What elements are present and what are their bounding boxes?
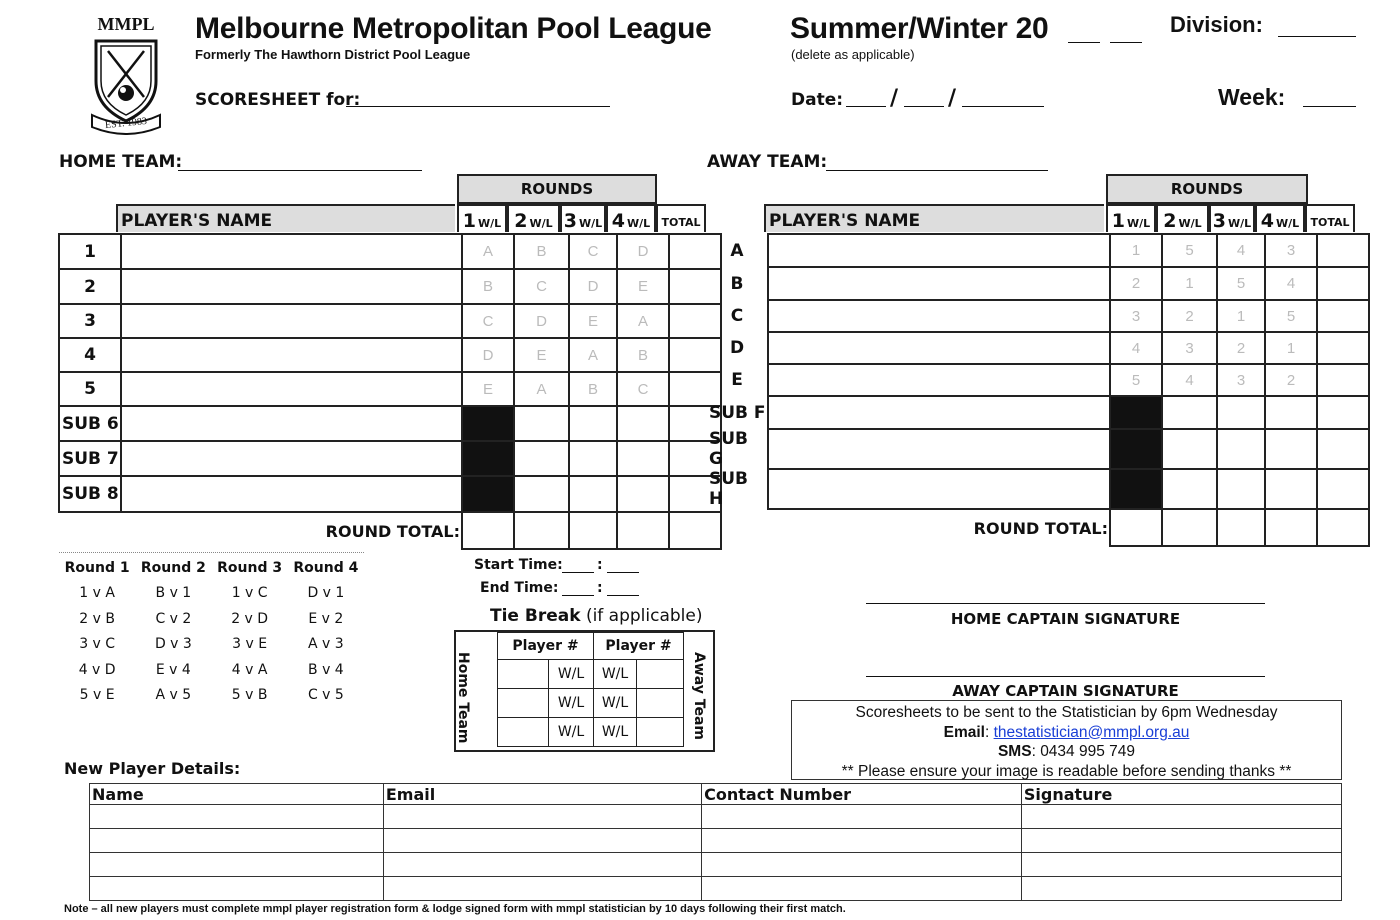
new-player-row bbox=[90, 805, 1342, 829]
score-cell[interactable]: D bbox=[617, 234, 669, 269]
player-row bbox=[59, 441, 721, 476]
division-label: Division: bbox=[1170, 12, 1263, 37]
blocked-cell bbox=[1110, 469, 1162, 509]
wl-label: W/L bbox=[478, 217, 502, 230]
score-cell[interactable]: 1 bbox=[1162, 267, 1217, 300]
schedule-match: 4 v A bbox=[231, 661, 268, 678]
wl-label: W/L bbox=[1228, 217, 1252, 230]
wl-label: W/L bbox=[627, 217, 651, 230]
blocked-cell bbox=[1110, 429, 1162, 469]
round-total-row bbox=[59, 512, 721, 549]
away-player-number-cell[interactable] bbox=[637, 660, 684, 689]
score-cell[interactable]: C bbox=[569, 234, 617, 269]
league-subtitle: Formerly The Hawthorn District Pool League bbox=[195, 47, 471, 62]
score-cell[interactable]: 5 bbox=[1265, 300, 1317, 332]
season-year-line-1[interactable] bbox=[1068, 42, 1100, 43]
player-name-cell[interactable] bbox=[768, 429, 1110, 469]
round-number: 2 bbox=[514, 210, 528, 232]
schedule-match: 5 v E bbox=[79, 687, 115, 704]
score-cell[interactable]: B bbox=[462, 269, 514, 304]
wl-label: W/L bbox=[1127, 217, 1151, 230]
blocked-cell bbox=[462, 406, 514, 441]
schedule-match: B v 4 bbox=[308, 661, 344, 678]
statistician-email-link[interactable]: thestatistician@mmpl.org.au bbox=[993, 723, 1190, 741]
total-cell[interactable] bbox=[1317, 267, 1369, 300]
row-label: 1 bbox=[59, 234, 121, 269]
score-cell[interactable] bbox=[617, 406, 669, 441]
score-cell[interactable]: 4 bbox=[1217, 234, 1265, 267]
away-player-number-header: Player # bbox=[594, 633, 684, 660]
score-cell[interactable]: 1 bbox=[1265, 332, 1317, 364]
wl-label: W/L bbox=[1276, 217, 1300, 230]
new-player-cell[interactable] bbox=[1021, 805, 1341, 829]
date-day-field[interactable] bbox=[846, 106, 886, 107]
away-wl-cell[interactable]: W/L bbox=[594, 718, 637, 747]
total-cell[interactable] bbox=[1317, 234, 1369, 267]
score-cell[interactable] bbox=[569, 441, 617, 476]
player-name-cell[interactable] bbox=[768, 234, 1110, 267]
score-cell[interactable]: D bbox=[514, 304, 569, 338]
schedule-header: Round 1 bbox=[64, 559, 130, 576]
player-name-cell[interactable] bbox=[121, 441, 462, 476]
score-cell[interactable] bbox=[1217, 469, 1265, 509]
round-header-1 bbox=[457, 204, 507, 232]
score-cell[interactable] bbox=[617, 476, 669, 512]
row-label: B bbox=[707, 267, 768, 300]
end-time-sep: : bbox=[597, 580, 603, 596]
home-player-number-header: Player # bbox=[498, 633, 594, 660]
round-total-cell[interactable] bbox=[569, 512, 617, 549]
score-cell[interactable] bbox=[1162, 469, 1217, 509]
start-time-min-field[interactable] bbox=[607, 572, 639, 573]
away-captain-signature-line[interactable] bbox=[866, 676, 1265, 677]
score-cell[interactable]: A bbox=[462, 234, 514, 269]
end-time-hour-field[interactable] bbox=[562, 595, 594, 596]
score-cell[interactable]: 2 bbox=[1162, 300, 1217, 332]
footer-note: Note – all new players must complete mmpl player registration form & lodge signed form with mmpl statistician by 10 days following their first match. bbox=[64, 903, 846, 915]
new-player-row bbox=[90, 877, 1342, 901]
tie-break-home-label: Home Team bbox=[455, 652, 471, 744]
player-row bbox=[59, 304, 721, 338]
new-player-column-header: Email bbox=[383, 784, 701, 805]
round-header-2 bbox=[1156, 204, 1209, 232]
logo-est: EST. 1983 bbox=[104, 115, 148, 132]
league-logo bbox=[86, 14, 166, 132]
player-row bbox=[707, 429, 1369, 469]
player-row bbox=[707, 332, 1369, 364]
score-cell[interactable] bbox=[1162, 396, 1217, 429]
email-label: Email bbox=[943, 723, 985, 741]
score-cell[interactable]: E bbox=[569, 304, 617, 338]
round-header-2 bbox=[507, 204, 560, 232]
score-cell[interactable]: 5 bbox=[1217, 267, 1265, 300]
player-name-cell[interactable] bbox=[121, 338, 462, 372]
score-cell[interactable] bbox=[514, 441, 569, 476]
round-number: 1 bbox=[462, 210, 477, 232]
week-label: Week: bbox=[1218, 84, 1286, 110]
score-cell[interactable]: B bbox=[617, 338, 669, 372]
score-cell[interactable]: E bbox=[514, 338, 569, 372]
score-cell[interactable]: 2 bbox=[1217, 332, 1265, 364]
round-number: 3 bbox=[1212, 210, 1227, 232]
home-wl-cell[interactable]: W/L bbox=[549, 689, 594, 718]
total-cell[interactable] bbox=[1317, 364, 1369, 396]
notice-sms: SMS: 0434 995 749 bbox=[997, 743, 1136, 760]
new-player-title: New Player Details: bbox=[64, 759, 241, 778]
schedule-row bbox=[59, 657, 364, 683]
season-label: Summer/Winter 20 bbox=[790, 12, 1049, 45]
player-name-cell[interactable] bbox=[121, 269, 462, 304]
score-cell[interactable]: A bbox=[514, 372, 569, 406]
player-row bbox=[707, 267, 1369, 300]
round-total-label: ROUND TOTAL: bbox=[973, 518, 1108, 538]
round-total-cell[interactable] bbox=[1265, 509, 1317, 546]
schedule-row bbox=[59, 581, 364, 607]
score-cell[interactable]: 4 bbox=[1110, 332, 1162, 364]
new-player-cell[interactable] bbox=[702, 805, 1022, 829]
home-wl-cell[interactable]: W/L bbox=[549, 718, 594, 747]
score-cell[interactable] bbox=[1265, 429, 1317, 469]
score-cell[interactable]: C bbox=[514, 269, 569, 304]
round-number: 4 bbox=[611, 210, 626, 232]
new-player-row bbox=[90, 853, 1342, 877]
away-captain-signature-label: AWAY CAPTAIN SIGNATURE bbox=[952, 682, 1179, 700]
wl-label: W/L bbox=[579, 217, 603, 230]
home-player-number-cell[interactable] bbox=[498, 718, 549, 747]
new-player-cell[interactable] bbox=[90, 853, 384, 877]
new-player-cell[interactable] bbox=[90, 877, 384, 901]
blocked-cell bbox=[462, 476, 514, 512]
tie-break-away-label: Away Team bbox=[691, 652, 707, 741]
round-total-cell[interactable] bbox=[1162, 509, 1217, 546]
wl-label: W/L bbox=[529, 217, 553, 230]
score-cell[interactable]: 4 bbox=[1265, 267, 1317, 300]
away-player-number-cell[interactable] bbox=[637, 718, 684, 747]
score-cell[interactable]: 1 bbox=[1217, 300, 1265, 332]
score-cell[interactable] bbox=[1217, 429, 1265, 469]
start-time-label: Start Time: bbox=[474, 557, 563, 573]
schedule-top-rule bbox=[59, 552, 364, 553]
score-cell[interactable]: 3 bbox=[1110, 300, 1162, 332]
scoresheet-for-field[interactable] bbox=[346, 106, 610, 107]
schedule-match: 1 v C bbox=[231, 585, 268, 602]
player-name-cell[interactable] bbox=[121, 476, 462, 512]
tie-break-note: (if applicable) bbox=[585, 606, 703, 626]
schedule-match: 5 v B bbox=[231, 687, 268, 704]
player-row bbox=[59, 372, 721, 406]
away-wl-cell[interactable]: W/L bbox=[594, 660, 637, 689]
row-label: SUB 6 bbox=[59, 406, 121, 441]
away-score-table bbox=[707, 233, 1370, 547]
tie-break-table bbox=[497, 632, 684, 747]
end-time-min-field[interactable] bbox=[607, 595, 639, 596]
schedule-match: E v 4 bbox=[155, 661, 191, 678]
round-total-cell[interactable] bbox=[1110, 509, 1162, 546]
schedule-match: A v 3 bbox=[308, 636, 344, 653]
player-name-cell[interactable] bbox=[121, 406, 462, 441]
sms-number: 0434 995 749 bbox=[1040, 743, 1136, 760]
score-cell[interactable]: 1 bbox=[1110, 234, 1162, 267]
schedule-match: 4 v D bbox=[78, 661, 116, 678]
score-cell[interactable] bbox=[1162, 429, 1217, 469]
start-time-hour-field[interactable] bbox=[562, 572, 594, 573]
schedule-row bbox=[59, 683, 364, 709]
score-cell[interactable]: 3 bbox=[1162, 332, 1217, 364]
round-number: 1 bbox=[1111, 210, 1126, 232]
round-total-cell[interactable] bbox=[617, 512, 669, 549]
row-label: A bbox=[707, 234, 768, 267]
round-number: 3 bbox=[563, 210, 578, 232]
schedule-match: A v 5 bbox=[155, 687, 192, 704]
score-cell[interactable]: 3 bbox=[1265, 234, 1317, 267]
new-player-cell[interactable] bbox=[383, 877, 701, 901]
player-row bbox=[707, 396, 1369, 429]
player-name-cell[interactable] bbox=[121, 372, 462, 406]
round-total-cell[interactable] bbox=[1317, 509, 1369, 546]
new-player-table bbox=[89, 783, 1342, 901]
league-title: Melbourne Metropolitan Pool League bbox=[195, 12, 712, 45]
score-cell[interactable]: D bbox=[569, 269, 617, 304]
row-label: SUB H bbox=[707, 469, 768, 509]
score-cell[interactable]: C bbox=[617, 372, 669, 406]
score-cell[interactable] bbox=[569, 406, 617, 441]
score-cell[interactable]: D bbox=[462, 338, 514, 372]
blocked-cell bbox=[1110, 396, 1162, 429]
schedule-match: 3 v C bbox=[79, 636, 116, 653]
schedule-match: 2 v B bbox=[79, 610, 115, 627]
round-total-label: ROUND TOTAL: bbox=[325, 521, 460, 541]
round-schedule bbox=[59, 555, 364, 708]
home-player-name-header: PLAYER'S NAME bbox=[116, 204, 455, 232]
away-wl-cell[interactable]: W/L bbox=[594, 689, 637, 718]
tie-break-row bbox=[498, 718, 684, 747]
away-player-name-header: PLAYER'S NAME bbox=[764, 204, 1104, 232]
schedule-match: B v 1 bbox=[155, 585, 192, 602]
date-month-field[interactable] bbox=[904, 106, 944, 107]
new-player-cell[interactable] bbox=[383, 805, 701, 829]
schedule-match: C v 2 bbox=[155, 610, 192, 627]
home-team-label: HOME TEAM: bbox=[59, 152, 183, 172]
total-cell[interactable] bbox=[1317, 469, 1369, 509]
home-score-table bbox=[58, 233, 722, 550]
round-header-4 bbox=[1255, 204, 1305, 232]
schedule-match: 3 v E bbox=[232, 636, 268, 653]
score-cell[interactable]: 5 bbox=[1162, 234, 1217, 267]
date-sep: / bbox=[948, 86, 957, 111]
round-number: 4 bbox=[1260, 210, 1275, 232]
row-label: 3 bbox=[59, 304, 121, 338]
round-total-cell[interactable] bbox=[514, 512, 569, 549]
new-player-header-row bbox=[90, 784, 1342, 805]
date-year-field[interactable] bbox=[962, 106, 1044, 107]
home-captain-signature-label: HOME CAPTAIN SIGNATURE bbox=[950, 610, 1181, 628]
division-field[interactable] bbox=[1278, 36, 1356, 37]
schedule-row bbox=[59, 632, 364, 658]
schedule-header: Round 3 bbox=[217, 559, 283, 576]
score-cell[interactable]: 4 bbox=[1162, 364, 1217, 396]
score-cell[interactable] bbox=[514, 476, 569, 512]
schedule-row bbox=[59, 606, 364, 632]
total-header: TOTAL bbox=[1305, 204, 1355, 232]
home-player-number-cell[interactable] bbox=[498, 660, 549, 689]
blocked-cell bbox=[462, 441, 514, 476]
score-cell[interactable] bbox=[569, 476, 617, 512]
score-cell[interactable]: A bbox=[617, 304, 669, 338]
new-player-cell[interactable] bbox=[1021, 877, 1341, 901]
new-player-cell[interactable] bbox=[1021, 853, 1341, 877]
schedule-match: E v 2 bbox=[308, 610, 344, 627]
player-row bbox=[59, 234, 721, 269]
date-label: Date: bbox=[791, 90, 844, 110]
row-label: SUB F bbox=[707, 396, 768, 429]
home-wl-cell[interactable]: W/L bbox=[549, 660, 594, 689]
schedule-match: D v 3 bbox=[154, 636, 192, 653]
week-field[interactable] bbox=[1303, 106, 1356, 107]
new-player-cell[interactable] bbox=[1021, 829, 1341, 853]
player-name-cell[interactable] bbox=[768, 332, 1110, 364]
row-label: C bbox=[707, 300, 768, 332]
home-captain-signature-line[interactable] bbox=[866, 603, 1265, 604]
player-name-cell[interactable] bbox=[768, 469, 1110, 509]
scoresheet-for-label: SCORESHEET for: bbox=[195, 90, 361, 110]
score-cell[interactable]: B bbox=[569, 372, 617, 406]
new-player-row bbox=[90, 829, 1342, 853]
score-cell[interactable]: 2 bbox=[1265, 364, 1317, 396]
score-cell[interactable] bbox=[1217, 396, 1265, 429]
round-header-4 bbox=[606, 204, 656, 232]
schedule-match: C v 5 bbox=[307, 687, 344, 704]
new-player-cell[interactable] bbox=[383, 829, 701, 853]
home-team-field[interactable] bbox=[178, 170, 422, 171]
score-cell[interactable] bbox=[1265, 396, 1317, 429]
wl-label: W/L bbox=[1178, 217, 1202, 230]
score-cell[interactable]: E bbox=[462, 372, 514, 406]
submission-notice bbox=[791, 700, 1342, 780]
row-label: 5 bbox=[59, 372, 121, 406]
schedule-match: 1 v A bbox=[79, 585, 115, 602]
round-header-3 bbox=[560, 204, 606, 232]
new-player-column-header: Contact Number bbox=[702, 784, 1022, 805]
new-player-cell[interactable] bbox=[90, 805, 384, 829]
schedule-header: Round 4 bbox=[293, 559, 359, 576]
score-cell[interactable]: E bbox=[617, 269, 669, 304]
notice-line-1: Scoresheets to be sent to the Statistician by 6pm Wednesday bbox=[855, 704, 1278, 721]
player-name-cell[interactable] bbox=[768, 300, 1110, 332]
player-row bbox=[707, 300, 1369, 332]
away-player-number-cell[interactable] bbox=[637, 689, 684, 718]
away-rounds-header: ROUNDS bbox=[1106, 174, 1308, 204]
player-name-cell[interactable] bbox=[121, 304, 462, 338]
total-header: TOTAL bbox=[656, 204, 706, 232]
total-cell[interactable] bbox=[1317, 300, 1369, 332]
tie-break-row bbox=[498, 660, 684, 689]
score-cell[interactable]: C bbox=[462, 304, 514, 338]
new-player-column-header: Signature bbox=[1021, 784, 1341, 805]
row-label: 4 bbox=[59, 338, 121, 372]
notice-email: Email: thestatistician@mmpl.org.au bbox=[943, 723, 1190, 741]
schedule-header-row bbox=[59, 555, 364, 581]
schedule-header: Round 2 bbox=[140, 559, 206, 576]
player-row bbox=[707, 469, 1369, 509]
player-row bbox=[59, 269, 721, 304]
player-row bbox=[59, 406, 721, 441]
row-label: D bbox=[707, 332, 768, 364]
notice-line-4: ** Please ensure your image is readable before sending thanks ** bbox=[841, 762, 1292, 780]
logo-abbr: MMPL bbox=[97, 14, 155, 34]
score-cell[interactable]: 5 bbox=[1110, 364, 1162, 396]
end-time-label: End Time: bbox=[480, 580, 559, 596]
round-total-cell[interactable] bbox=[462, 512, 514, 549]
schedule-match: D v 1 bbox=[307, 585, 345, 602]
start-time-sep: : bbox=[597, 557, 603, 573]
away-team-label: AWAY TEAM: bbox=[707, 152, 828, 172]
date-sep: / bbox=[890, 86, 899, 111]
player-row bbox=[707, 364, 1369, 396]
round-total-row bbox=[707, 509, 1369, 546]
tie-break-row bbox=[498, 689, 684, 718]
row-label: SUB 7 bbox=[59, 441, 121, 476]
season-year-line-2[interactable] bbox=[1110, 42, 1142, 43]
home-rounds-header: ROUNDS bbox=[457, 174, 657, 204]
score-cell[interactable] bbox=[514, 406, 569, 441]
new-player-cell[interactable] bbox=[702, 877, 1022, 901]
player-name-cell[interactable] bbox=[768, 267, 1110, 300]
new-player-cell[interactable] bbox=[702, 853, 1022, 877]
new-player-cell[interactable] bbox=[702, 829, 1022, 853]
player-name-cell[interactable] bbox=[768, 364, 1110, 396]
player-row bbox=[59, 338, 721, 372]
total-cell[interactable] bbox=[1317, 429, 1369, 469]
row-label: SUB 8 bbox=[59, 476, 121, 512]
new-player-column-header: Name bbox=[90, 784, 384, 805]
round-header-3 bbox=[1209, 204, 1255, 232]
home-player-number-cell[interactable] bbox=[498, 689, 549, 718]
away-team-field[interactable] bbox=[826, 170, 1048, 171]
score-cell[interactable]: 3 bbox=[1217, 364, 1265, 396]
row-label: SUB G bbox=[707, 429, 768, 469]
round-total-cell[interactable] bbox=[1217, 509, 1265, 546]
score-cell[interactable] bbox=[617, 441, 669, 476]
row-label: E bbox=[707, 364, 768, 396]
new-player-cell[interactable] bbox=[90, 829, 384, 853]
score-cell[interactable]: B bbox=[514, 234, 569, 269]
round-header-1 bbox=[1106, 204, 1156, 232]
score-cell[interactable]: A bbox=[569, 338, 617, 372]
new-player-cell[interactable] bbox=[383, 853, 701, 877]
total-cell[interactable] bbox=[1317, 332, 1369, 364]
player-row bbox=[59, 476, 721, 512]
total-cell[interactable] bbox=[1317, 396, 1369, 429]
score-cell[interactable]: 2 bbox=[1110, 267, 1162, 300]
row-label: 2 bbox=[59, 269, 121, 304]
round-number: 2 bbox=[1163, 210, 1177, 232]
tie-break-header-row bbox=[498, 633, 684, 660]
schedule-match: 2 v D bbox=[231, 610, 269, 627]
player-row bbox=[707, 234, 1369, 267]
season-note: (delete as applicable) bbox=[791, 47, 915, 62]
tie-break-title bbox=[490, 606, 703, 626]
player-name-cell[interactable] bbox=[121, 234, 462, 269]
tie-break-title-text: Tie Break bbox=[490, 606, 581, 626]
score-cell[interactable] bbox=[1265, 469, 1317, 509]
player-name-cell[interactable] bbox=[768, 396, 1110, 429]
sms-label: SMS bbox=[997, 743, 1032, 760]
